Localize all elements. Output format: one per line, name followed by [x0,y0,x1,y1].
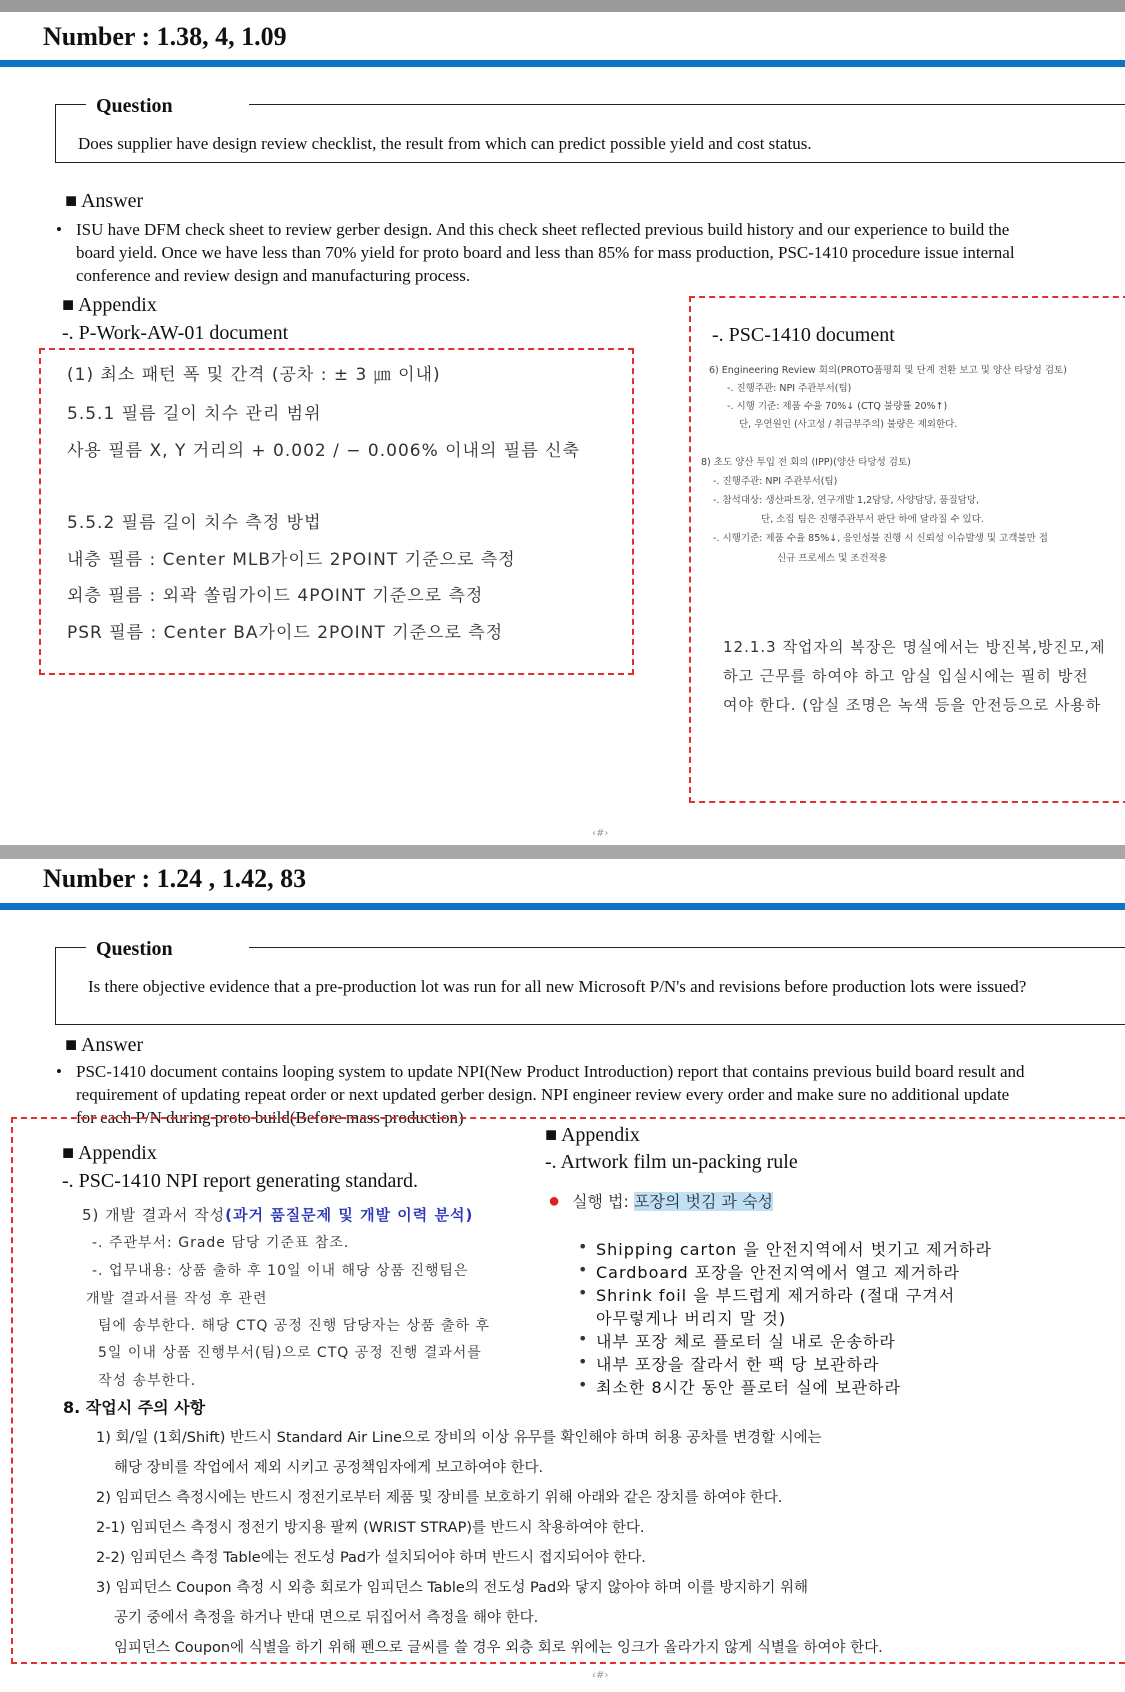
npi-title-prefix: 5) 개발 결과서 작성 [82,1206,226,1224]
answer-line: PSC-1410 document contains looping system to update NPI(New Product Introduction) report that contains previous build board result and [76,1062,1025,1081]
section2-page-number: ‹#› [592,1670,609,1681]
npi-line: -. 주관부서: Grade 담당 기준표 참조. [92,1235,350,1251]
doc-line: 여야 한다. (암실 조명은 녹색 등을 안전등으로 사용하 [723,696,1102,714]
doc-line: 신규 프로세스 및 조건적용 [777,553,888,564]
answer-line: ISU have DFM check sheet to review gerber design. And this check sheet reflected previous build history and our experience to build the [76,220,1010,239]
exec-method-line [548,1189,773,1213]
answer-line: requirement of updating repeat order or next updated gerber design. NPI engineer review every order and make sure no additional update [76,1085,1010,1104]
doc-line: (1) 최소 패턴 폭 및 간격 (공차 : ± 3 ㎛ 이내) [67,365,441,385]
packing-rule: Shrink foil 을 부드럽게 제거하라 (절대 구겨서 [596,1286,956,1305]
bullet-icon: • [578,1237,589,1256]
exec-method-prefix: 실행 법: [572,1192,635,1211]
packing-rule: 아무렇게나 버리지 말 것) [596,1309,787,1328]
caution-title: 8. 작업시 주의 사항 [63,1398,206,1417]
section1-number-title: Number : 1.38, 4, 1.09 [43,22,287,51]
section1-question-box [55,95,1125,163]
npi-line: 팀에 송부한다. 해당 CTQ 공정 진행 담당자는 상품 출하 후 [98,1318,490,1334]
answer-line: conference and review design and manufacturing process. [76,266,471,285]
answer-line: for each P/N during proto build(Before mass production) [76,1108,464,1127]
psc-1410-document-excerpt [689,296,1125,803]
doc-line: 6) Engineering Review 회의(PROTO품평회 및 단계 전환 보고 및 양산 타당성 검토) [709,365,1067,376]
answer-line: board yield. Once we have less than 70% yield for proto board and less than 85% for mass production, PSC-1410 procedure issue internal [76,243,1015,262]
answer-bullet: • [56,220,62,239]
doc-line: -. 참석대상: 생산파트장, 연구개발 1,2담당, 사양담당, 품질담당, [713,495,980,506]
doc-line: -. 진행주관: NPI 주관부서(팀) [713,476,838,487]
section2-question-box [55,938,1125,1025]
section2-left-appendix-heading: ■ Appendix [62,1142,157,1164]
packing-rule: Cardboard 포장을 안전지역에서 열고 제거하라 [596,1263,960,1282]
doc-line: 하고 근무를 하여야 하고 암실 입실시에는 필히 방전 [723,667,1089,685]
caution-line: 임피던스 Coupon에 식별을 하기 위해 펜으로 글씨를 쓸 경우 외층 회로 위에는 잉크가 올라가지 않게 식별을 하여야 한다. [114,1640,883,1656]
doc-line: 외층 필름 : 외곽 쏠림가이드 4POINT 기준으로 측정 [67,586,484,606]
npi-title [82,1204,473,1225]
section1-page-number: ‹#› [592,828,609,839]
packing-rule: 최소한 8시간 동안 플로터 실에 보관하라 [596,1378,901,1397]
section2-number-title: Number : 1.24 , 1.42, 83 [43,864,307,893]
npi-line: 개발 결과서를 작성 후 관련 [86,1291,268,1307]
doc-line: 내층 필름 : Center MLB가이드 2POINT 기준으로 측정 [67,550,516,570]
section1-answer-heading: ■ Answer [65,190,144,212]
section1-right-doc-label: -. PSC-1410 document [712,324,895,346]
section2-answer-heading: ■ Answer [65,1034,144,1056]
doc-line: 사용 필름 X, Y 거리의 + 0.002 / − 0.006% 이내의 필름 신축 [67,441,580,461]
section1-question-label: Question [96,95,173,117]
section2-question-text: Is there objective evidence that a pre-production lot was run for all new Microsoft P/N's and revisions before production lots were issued? [88,977,1027,996]
bullet-icon: • [578,1375,589,1394]
caution-line: 2-1) 임피던스 측정시 정전기 방지용 팔찌 (WRIST STRAP)를 반드시 착용하여야 한다. [96,1520,645,1536]
red-bullet-icon: ● [548,1190,561,1212]
doc-line: 8) 초도 양산 투입 전 회의 (IPP)(양산 타당성 검토) [701,457,911,468]
bullet-icon: • [578,1283,589,1302]
doc-line: 12.1.3 작업자의 복장은 명실에서는 방진복,방진모,제 [723,638,1106,656]
caution-line: 2) 임피던스 측정시에는 반드시 정전기로부터 제품 및 장비를 보호하기 위해 아래와 같은 장치를 하여야 한다. [96,1490,783,1506]
doc-line: 단, 우연원인 (사고성 / 취급부주의) 불량은 제외한다. [739,419,958,430]
doc-line: -. 시행 기준: 제품 수율 70%↓ (CTQ 불량률 20%↑) [727,401,948,412]
section1-appendix-heading: ■ Appendix [62,294,157,316]
exec-method-highlight: 포장의 벗김 과 숙성 [634,1192,773,1211]
npi-line: 5일 이내 상품 진행부서(팀)으로 CTQ 공정 진행 결과서를 [98,1345,482,1361]
packing-rule: Shipping carton 을 안전지역에서 벗기고 제거하라 [596,1240,992,1259]
doc-line: -. 진행주관: NPI 주관부서(팀) [727,383,852,394]
caution-line: 해당 장비를 작업에서 제외 시키고 공정책임자에게 보고하여야 한다. [114,1460,544,1476]
npi-line: 작성 송부한다. [98,1373,197,1389]
slide-separator [0,845,1125,859]
section1-answer-text [56,218,1106,287]
section2-question-label: Question [96,938,173,960]
section2-right-doc-label: -. Artwork film un-packing rule [545,1151,798,1173]
caution-line: 공기 중에서 측정을 하거나 반대 면으로 뒤집어서 측정을 해야 한다. [114,1610,539,1626]
caution-line: 2-2) 임피던스 측정 Table에는 전도성 Pad가 설치되어야 하며 반드시 접지되어야 한다. [96,1550,646,1566]
doc-line: 5.5.2 필름 길이 치수 측정 방법 [67,513,322,533]
npi-title-emphasis: (과거 품질문제 및 개발 이력 분석) [225,1206,474,1224]
section1-left-doc-label: -. P-Work-AW-01 document [62,322,289,344]
doc-line: -. 시행기준: 제품 수율 85%↓, 응인성불 진행 시 신뢰성 이슈발생 및 고객불만 접 [713,533,1048,544]
section2-blue-rule [0,903,1125,910]
bullet-icon: • [578,1352,589,1371]
bullet-icon: • [578,1329,589,1348]
doc-line: PSR 필름 : Center BA가이드 2POINT 기준으로 측정 [67,623,504,643]
doc-line: 단, 소집 팀은 진행주관부서 판단 하에 달라질 수 있다. [761,514,984,525]
top-gray-bar [0,0,1125,12]
packing-rule: 내부 포장 체로 플로터 실 내로 운송하라 [596,1332,896,1351]
answer-bullet: • [56,1062,62,1081]
caution-line: 1) 회/일 (1회/Shift) 반드시 Standard Air Line으로 장비의 이상 유무를 확인해야 하며 허용 공차를 변경할 시에는 [96,1430,822,1446]
section2-right-appendix-heading: ■ Appendix [545,1124,640,1146]
bullet-icon: • [578,1260,589,1279]
section2-left-doc-label: -. PSC-1410 NPI report generating standard. [62,1170,419,1192]
section1-question-text: Does supplier have design review checklist, the result from which can predict possible yield and cost status. [78,134,812,153]
npi-line: -. 업무내용: 상품 출하 후 10일 이내 해당 상품 진행팀은 [92,1263,469,1279]
doc-line: 5.5.1 필름 길이 치수 관리 범위 [67,404,322,424]
p-work-document-excerpt [39,348,634,675]
packing-rule: 내부 포장을 잘라서 한 팩 당 보관하라 [596,1355,880,1374]
section1-blue-rule [0,60,1125,67]
caution-line: 3) 임피던스 Coupon 측정 시 외층 회로가 임피던스 Table의 전도성 Pad와 닿지 않아야 하며 이를 방지하기 위해 [96,1580,809,1596]
